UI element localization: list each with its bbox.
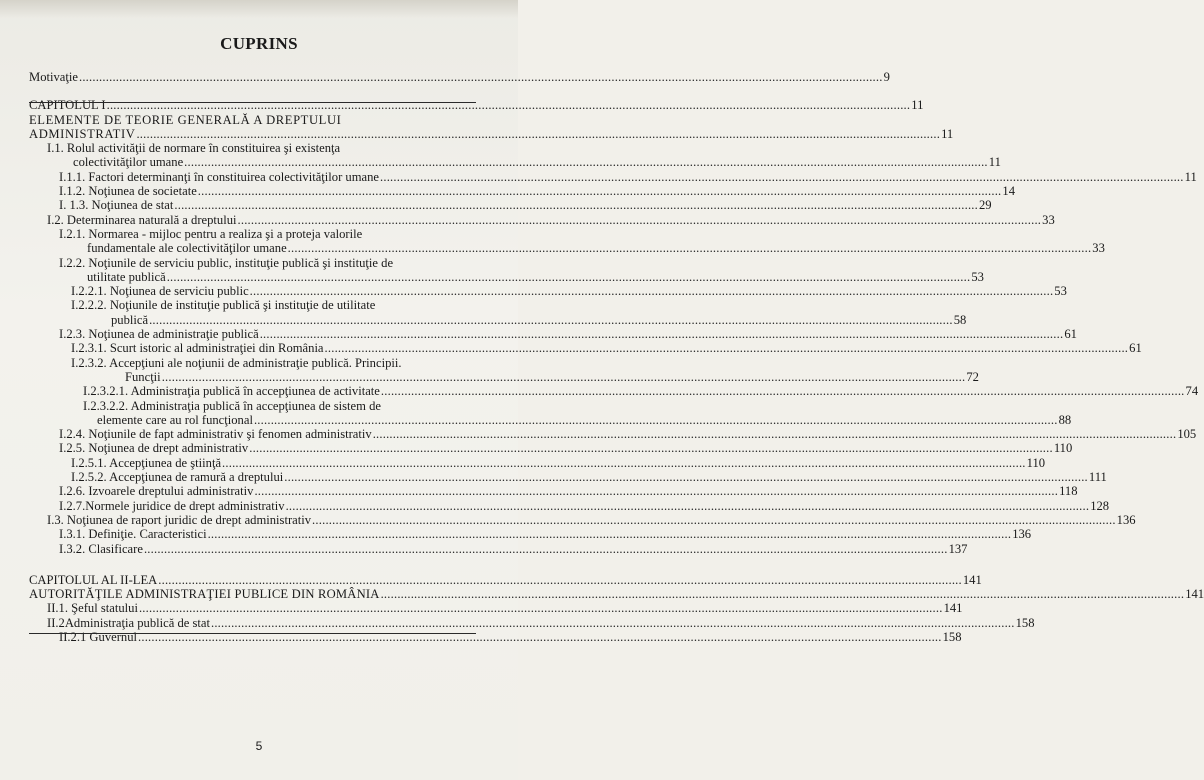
toc-entry-text: I.2.4. Noţiunile de fapt administrativ şi fenomen administrativ — [59, 427, 372, 442]
toc-page-number: 14 — [1002, 184, 1015, 199]
toc-page-number: 11 — [1184, 169, 1197, 184]
toc-entry-i2322-end — [29, 412, 1072, 427]
toc-entry-i22-end — [29, 269, 984, 284]
toc-page-number: 136 — [1012, 527, 1032, 542]
toc-page-number: 110 — [1053, 441, 1073, 456]
toc-entry-text: II.2.1 Guvernul — [59, 629, 137, 644]
toc-entry-text: I.3.1. Definiţie. Caracteristici — [59, 527, 207, 542]
toc-entry-text: I.2. Determinarea naturală a dreptului — [47, 212, 237, 227]
toc-entry-i222: I.2.2.2. Noţiunile de instituţie publică şi instituţie de utilitate — [71, 298, 376, 313]
toc-page-number: 11 — [988, 155, 1001, 170]
toc-entry-text: ADMINISTRATIV — [29, 126, 136, 141]
toc-page-number: 128 — [1090, 498, 1110, 513]
toc-entry-i32 — [29, 541, 968, 556]
toc-entry-text: I.3.2. Clasificare — [59, 541, 143, 556]
toc-entry-text: colectivităţilor umane — [73, 155, 184, 170]
toc-entry-text: I.1.1. Factori determinanţi în constituirea colectivităţilor umane — [59, 169, 379, 184]
toc-entry-i24 — [29, 427, 1197, 442]
toc-page-number: 110 — [1026, 455, 1046, 470]
page-title: CUPRINS — [220, 34, 298, 53]
toc-chapter-2-title — [29, 587, 1204, 602]
toc-page-number: 141 — [943, 601, 963, 616]
page-number: 5 — [255, 739, 263, 753]
page-shadow — [0, 0, 518, 18]
table-of-contents — [29, 70, 1204, 644]
toc-entry-text: AUTORITĂŢILE ADMINISTRAŢIEI PUBLICE DIN ROMÂNIA — [29, 587, 380, 602]
toc-entry-i22: I.2.2. Noţiunile de serviciu public, instituţie publică şi instituţie de — [59, 255, 394, 270]
toc-page-number: 61 — [1064, 327, 1077, 342]
toc-entry-text: fundamentale ale colectivităţilor umane — [87, 241, 287, 256]
toc-entry-chapter-1 — [29, 98, 924, 113]
toc-entry-i2321 — [29, 384, 1199, 399]
toc-entry-ii2 — [29, 615, 1035, 630]
toc-page-number: 53 — [971, 269, 984, 284]
toc-entry-i25 — [29, 441, 1073, 456]
toc-page-number: 29 — [979, 198, 992, 213]
toc-entry-text: II.1. Şeful statului — [47, 601, 138, 616]
toc-page-number: 118 — [1059, 484, 1078, 499]
toc-entry-i1-end — [29, 155, 1001, 170]
toc-entry-i3 — [29, 512, 1136, 527]
toc-chapter-1-title-end — [29, 126, 954, 141]
toc-entry-text: Motivaţie — [29, 70, 78, 84]
toc-entry-i1: I.1. Rolul activităţii de normare în constituirea şi existenţa — [47, 141, 341, 156]
toc-entry-text: I.2.7.Normele juridice de drept administrativ — [59, 498, 285, 513]
toc-entry-i26 — [29, 484, 1078, 499]
toc-entry-text: I.3. Noţiunea de raport juridic de drept administrativ — [47, 512, 312, 527]
section-rule — [29, 633, 476, 634]
toc-entry-text: CAPITOLUL AL II-LEA — [29, 572, 158, 587]
toc-page-number: 9 — [883, 70, 890, 84]
toc-entry-text: I.2.5. Noţiunea de drept administrativ — [59, 441, 249, 456]
toc-entry-i13 — [29, 198, 992, 213]
toc-page-number: 158 — [1015, 615, 1035, 630]
toc-entry-i21-end — [29, 241, 1105, 256]
toc-entry-text: utilitate publică — [87, 269, 166, 284]
toc-page-number: 111 — [1088, 470, 1107, 485]
toc-page-number: 11 — [941, 126, 954, 141]
toc-chapter-1-title: ELEMENTE DE TEORIE GENERALĂ A DREPTULUI — [29, 112, 342, 127]
toc-page-number: 141 — [962, 572, 982, 587]
toc-entry-ii1 — [29, 601, 963, 616]
toc-page-number: 72 — [966, 369, 979, 384]
toc-entry-i27 — [29, 498, 1110, 513]
toc-entry-i252 — [29, 470, 1107, 485]
toc-entry-i231 — [29, 341, 1142, 356]
toc-page-number: 141 — [1185, 587, 1204, 602]
toc-entry-i11 — [29, 169, 1197, 184]
toc-entry-text: elemente care au rol funcţional — [97, 412, 253, 427]
toc-entry-i221 — [29, 284, 1067, 299]
toc-entry-i232-end — [29, 369, 979, 384]
toc-entry-text: I. 1.3. Noţiunea de stat — [59, 198, 174, 213]
toc-entry-text: I.2.2.1. Noţiunea de serviciu public — [71, 284, 249, 299]
toc-page-number: 158 — [942, 629, 962, 644]
section-rule — [29, 102, 476, 103]
toc-page-number: 33 — [1092, 241, 1105, 256]
toc-page-number: 137 — [948, 541, 968, 556]
toc-entry-text: I.2.3.2.1. Administraţia publică în accepţiunea de activitate — [83, 384, 380, 399]
toc-entry-i21: I.2.1. Normarea - mijloc pentru a realiza şi a proteja valorile — [59, 226, 363, 241]
toc-entry-text: I.1.2. Noţiunea de societate — [59, 184, 197, 199]
toc-entry-i222-end — [29, 312, 967, 327]
toc-entry-text: I.2.3.1. Scurt istoric al administraţiei din România — [71, 341, 324, 356]
toc-page-number: 11 — [911, 98, 924, 113]
toc-page-number: 136 — [1116, 512, 1136, 527]
toc-page-number: 61 — [1129, 341, 1142, 356]
toc-entry-i232: I.2.3.2. Accepţiuni ale noţiunii de administraţie publică. Principii. — [71, 355, 402, 370]
toc-page-number: 53 — [1054, 284, 1067, 299]
toc-entry-text: publică — [111, 312, 149, 327]
toc-entry-i23 — [29, 327, 1077, 342]
toc-page-number: 33 — [1042, 212, 1055, 227]
toc-entry-text: I.2.3. Noţiunea de administraţie publică — [59, 327, 259, 342]
toc-entry-chapter-2 — [29, 572, 982, 587]
toc-entry-motivatie — [29, 70, 890, 84]
toc-entry-i2 — [29, 212, 1055, 227]
toc-page-number: 88 — [1058, 412, 1072, 427]
toc-entry-text: I.2.6. Izvoarele dreptului administrativ — [59, 484, 254, 499]
toc-entry-text: I.2.5.2. Accepţiunea de ramură a dreptului — [71, 470, 284, 485]
toc-entry-text: Funcţii — [125, 369, 161, 384]
toc-entry-i251 — [29, 455, 1046, 470]
toc-entry-i12 — [29, 184, 1015, 199]
toc-entry-text: I.2.5.1. Accepţiunea de ştiinţă — [71, 455, 222, 470]
toc-entry-text: II.2Administraţia publică de stat — [47, 615, 210, 630]
toc-entry-text: CAPITOLUL I — [29, 98, 106, 113]
toc-page-number: 58 — [953, 312, 967, 327]
toc-entry-i2322: I.2.3.2.2. Administraţia publică în accepţiunea de sistem de — [83, 398, 381, 413]
toc-page-number: 105 — [1177, 427, 1197, 442]
toc-page-number: 74 — [1185, 384, 1199, 399]
toc-entry-i31 — [29, 527, 1032, 542]
